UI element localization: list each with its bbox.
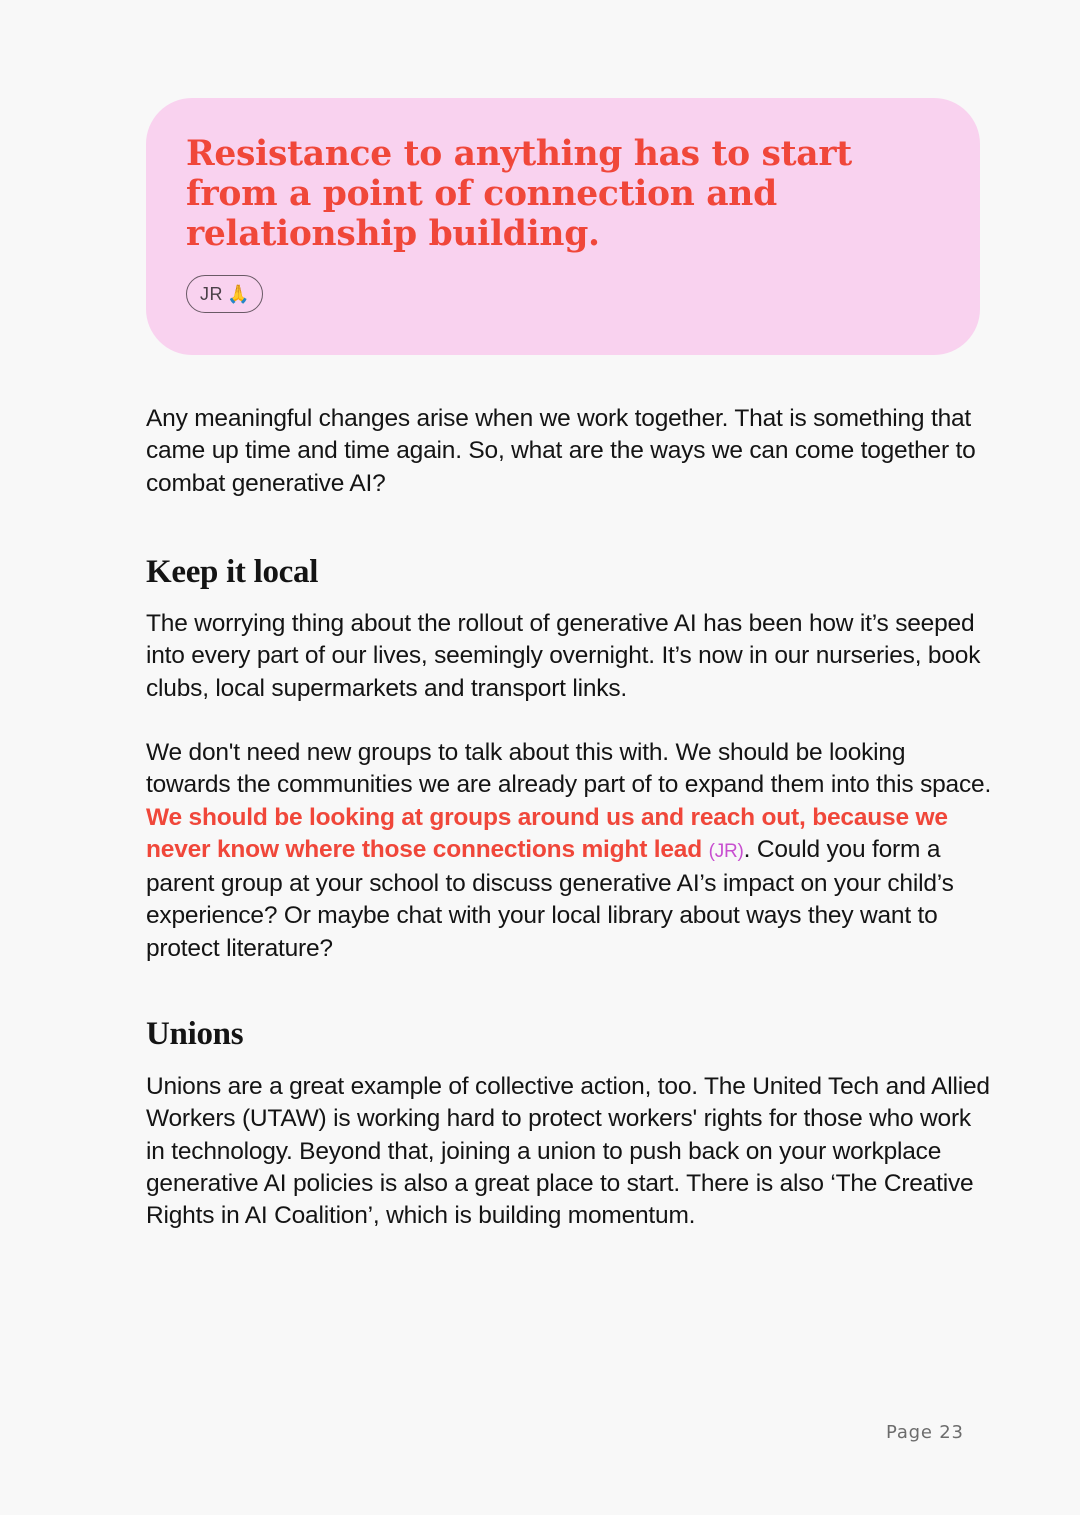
paragraph-text: . Could you form a parent group at your school to discuss generative AI’s impact on your child’s experience? Or maybe chat with your local library about ways they want to protect literature? bbox=[146, 835, 954, 962]
unions-paragraph: Unions are a great example of collective action, too. The United Tech and Allied Workers (UTAW) is working hard to protect workers' rights for those who work in technology. Beyond that, joining a union to push back on your workplace generative AI policies is also a great place to start. There is also ‘The Creative Rights in AI Coalition’, which is building momentum. bbox=[146, 1073, 990, 1230]
attribution-badge bbox=[186, 275, 263, 313]
section-heading-unions: Unions bbox=[146, 1016, 244, 1052]
keep-local-paragraph-2 bbox=[146, 737, 996, 965]
citation-tag: (JR) bbox=[708, 840, 744, 862]
paragraph-text: We don't need new groups to talk about this with. We should be looking towards the communities we are already part of to expand them into this space. bbox=[146, 739, 992, 799]
page-number: Page 23 bbox=[886, 1422, 964, 1443]
keep-local-paragraph-1: The worrying thing about the rollout of generative AI has been how it’s seeped into every part of our lives, seemingly overnight. It’s now in our nurseries, book clubs, local supermarkets and transport links. bbox=[146, 610, 981, 702]
quote-card bbox=[146, 98, 980, 355]
highlighted-quote: We should be looking at groups around us and reach out, because we never know where those connections might lead bbox=[146, 803, 948, 863]
folded-hands-icon: 🙏 bbox=[227, 283, 250, 304]
attribution-initials: JR bbox=[200, 283, 223, 304]
pull-quote-text: Resistance to anything has to start from a point of connection and relationship building. bbox=[186, 134, 852, 254]
intro-paragraph: Any meaningful changes arise when we work together. That is something that came up time and time again. So, what are the ways we can come together to combat generative AI? bbox=[146, 405, 976, 497]
section-heading-keep-it-local: Keep it local bbox=[146, 554, 319, 590]
